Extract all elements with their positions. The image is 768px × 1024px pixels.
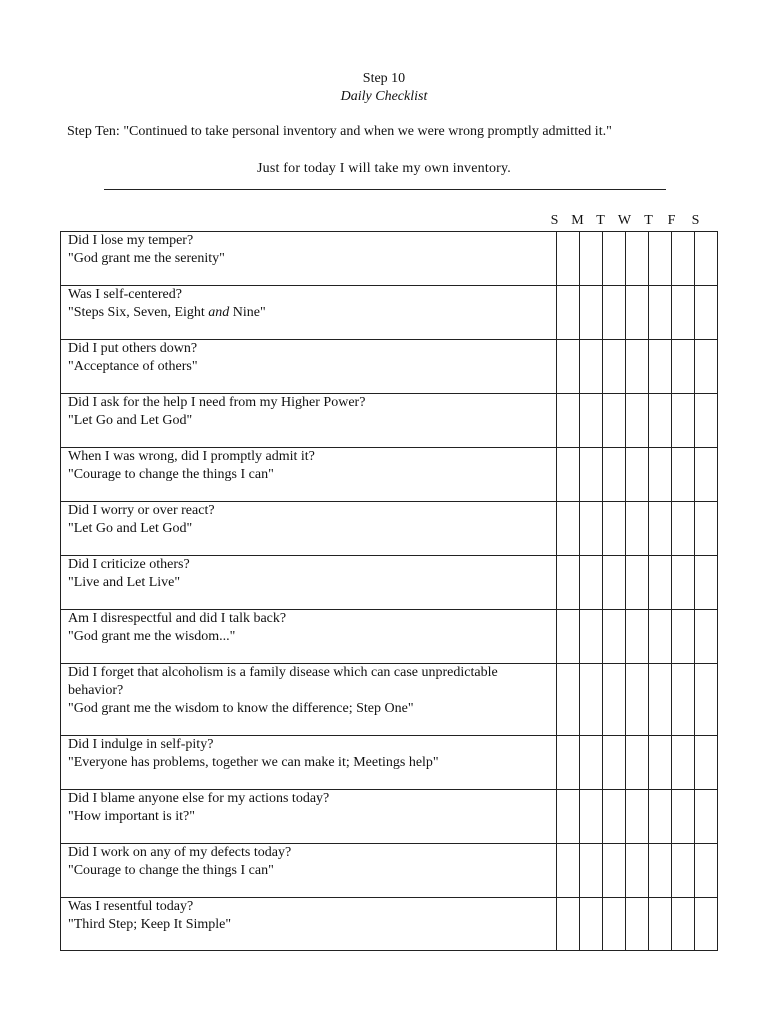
checkbox-cell[interactable] xyxy=(626,664,649,736)
checkbox-cell[interactable] xyxy=(695,610,718,664)
checkbox-cell[interactable] xyxy=(603,232,626,286)
checkbox-cell[interactable] xyxy=(603,790,626,844)
checklist-row xyxy=(61,394,718,448)
checklist-row xyxy=(61,556,718,610)
checkbox-cell[interactable] xyxy=(672,556,695,610)
checklist-row xyxy=(61,232,718,286)
question-text: Did I indulge in self-pity? xyxy=(68,737,214,752)
checkbox-cell[interactable] xyxy=(580,502,603,556)
checkbox-cell[interactable] xyxy=(672,736,695,790)
checklist-row xyxy=(61,286,718,340)
question-text: Did I blame anyone else for my actions today? xyxy=(68,791,330,806)
checklist-row xyxy=(61,790,718,844)
checkbox-cell[interactable] xyxy=(695,340,718,394)
question-cell xyxy=(61,610,557,664)
checkbox-cell[interactable] xyxy=(557,394,580,448)
day-header: S xyxy=(550,213,559,228)
checkbox-cell[interactable] xyxy=(649,664,672,736)
checkbox-cell[interactable] xyxy=(626,448,649,502)
checkbox-cell[interactable] xyxy=(580,664,603,736)
checkbox-cell[interactable] xyxy=(603,556,626,610)
checkbox-cell[interactable] xyxy=(557,736,580,790)
question-cell xyxy=(61,790,557,844)
checkbox-cell[interactable] xyxy=(672,844,695,898)
checkbox-cell[interactable] xyxy=(557,502,580,556)
checkbox-cell[interactable] xyxy=(672,610,695,664)
motto-text: "How important is it?" xyxy=(68,809,195,824)
motto-text-italic: and xyxy=(208,305,230,320)
checklist-row xyxy=(61,448,718,502)
checkbox-cell[interactable] xyxy=(672,232,695,286)
checkbox-cell[interactable] xyxy=(580,340,603,394)
question-text: Did I forget that alcoholism is a family disease which can case unpredictable behavior? xyxy=(68,665,498,698)
checkbox-cell[interactable] xyxy=(626,844,649,898)
checkbox-cell[interactable] xyxy=(557,790,580,844)
checkbox-cell[interactable] xyxy=(603,664,626,736)
question-text: Did I lose my temper? xyxy=(68,233,194,248)
checkbox-cell[interactable] xyxy=(695,502,718,556)
checkbox-cell[interactable] xyxy=(557,664,580,736)
day-header: T xyxy=(596,213,605,228)
question-cell xyxy=(61,664,557,736)
checkbox-cell[interactable] xyxy=(649,736,672,790)
checkbox-cell[interactable] xyxy=(557,844,580,898)
motto-text: "Live and Let Live" xyxy=(68,575,181,590)
checkbox-cell[interactable] xyxy=(672,898,695,951)
motto-text-part: "Steps Six, Seven, Eight xyxy=(68,305,209,320)
day-header: T xyxy=(644,213,653,228)
checkbox-cell[interactable] xyxy=(695,790,718,844)
checklist-row xyxy=(61,340,718,394)
checkbox-cell[interactable] xyxy=(580,790,603,844)
checkbox-cell[interactable] xyxy=(649,286,672,340)
question-text: Did I worry or over react? xyxy=(68,503,215,518)
checkbox-cell[interactable] xyxy=(626,790,649,844)
question-text: Did I put others down? xyxy=(68,341,198,356)
day-header: F xyxy=(667,213,676,228)
checkbox-cell[interactable] xyxy=(626,502,649,556)
checkbox-cell[interactable] xyxy=(580,898,603,951)
checkbox-cell[interactable] xyxy=(580,448,603,502)
checkbox-cell[interactable] xyxy=(603,736,626,790)
checkbox-cell[interactable] xyxy=(557,898,580,951)
checkbox-cell[interactable] xyxy=(557,232,580,286)
checkbox-cell[interactable] xyxy=(603,502,626,556)
checkbox-cell[interactable] xyxy=(649,898,672,951)
page-title: Step 10 xyxy=(362,71,406,86)
checkbox-cell[interactable] xyxy=(672,286,695,340)
checkbox-cell[interactable] xyxy=(672,340,695,394)
checkbox-cell[interactable] xyxy=(672,448,695,502)
checkbox-cell[interactable] xyxy=(626,736,649,790)
motto-text: "Acceptance of others" xyxy=(68,359,198,374)
day-header: M xyxy=(571,213,584,228)
checkbox-cell[interactable] xyxy=(626,556,649,610)
checklist-row xyxy=(61,610,718,664)
pledge-underline xyxy=(104,189,666,190)
motto-text: "Let Go and Let God" xyxy=(68,521,193,536)
checkbox-cell[interactable] xyxy=(649,790,672,844)
motto-text: "God grant me the wisdom to know the difference; Step One" xyxy=(68,701,414,716)
checkbox-cell[interactable] xyxy=(695,664,718,736)
question-cell xyxy=(61,898,557,951)
checkbox-cell[interactable] xyxy=(649,556,672,610)
checkbox-cell[interactable] xyxy=(695,556,718,610)
question-text: Was I resentful today? xyxy=(68,899,194,914)
checkbox-cell[interactable] xyxy=(603,394,626,448)
checkbox-cell[interactable] xyxy=(603,610,626,664)
checkbox-cell[interactable] xyxy=(672,502,695,556)
checklist-row xyxy=(61,502,718,556)
question-cell xyxy=(61,556,557,610)
checkbox-cell[interactable] xyxy=(695,448,718,502)
checkbox-cell[interactable] xyxy=(580,736,603,790)
question-text: Did I ask for the help I need from my Higher Power? xyxy=(68,395,366,410)
checkbox-cell[interactable] xyxy=(649,448,672,502)
motto-text xyxy=(68,304,550,322)
checkbox-cell[interactable] xyxy=(649,502,672,556)
checkbox-cell[interactable] xyxy=(557,448,580,502)
question-cell xyxy=(61,286,557,340)
question-cell xyxy=(61,502,557,556)
checklist-table xyxy=(60,231,718,951)
checkbox-cell[interactable] xyxy=(626,340,649,394)
checkbox-cell[interactable] xyxy=(557,340,580,394)
checkbox-cell[interactable] xyxy=(603,286,626,340)
checkbox-cell[interactable] xyxy=(603,448,626,502)
checkbox-cell[interactable] xyxy=(695,898,718,951)
question-text: Am I disrespectful and did I talk back? xyxy=(68,611,287,626)
checkbox-cell[interactable] xyxy=(649,844,672,898)
question-text: Did I criticize others? xyxy=(68,557,190,572)
daily-pledge: Just for today I will take my own inventory. xyxy=(256,161,512,176)
step-statement: Step Ten: "Continued to take personal inventory and when we were wrong promptly admitted it." xyxy=(67,124,612,139)
motto-text: "Let Go and Let God" xyxy=(68,413,193,428)
motto-text: "Third Step; Keep It Simple" xyxy=(68,917,232,932)
checkbox-cell[interactable] xyxy=(695,394,718,448)
checkbox-cell[interactable] xyxy=(649,610,672,664)
checkbox-cell[interactable] xyxy=(580,286,603,340)
checkbox-cell[interactable] xyxy=(626,898,649,951)
checklist-row xyxy=(61,844,718,898)
question-text: When I was wrong, did I promptly admit it? xyxy=(68,449,315,464)
checkbox-cell[interactable] xyxy=(603,340,626,394)
checklist-row xyxy=(61,736,718,790)
checkbox-cell[interactable] xyxy=(695,286,718,340)
question-cell xyxy=(61,232,557,286)
checkbox-cell[interactable] xyxy=(603,844,626,898)
checklist-row xyxy=(61,898,718,951)
checkbox-cell[interactable] xyxy=(603,898,626,951)
question-cell xyxy=(61,844,557,898)
checkbox-cell[interactable] xyxy=(557,610,580,664)
motto-text: "Everyone has problems, together we can make it; Meetings help" xyxy=(68,755,439,770)
checkbox-cell[interactable] xyxy=(672,394,695,448)
checkbox-cell[interactable] xyxy=(649,394,672,448)
question-text: Did I work on any of my defects today? xyxy=(68,845,292,860)
question-cell xyxy=(61,340,557,394)
question-cell xyxy=(61,448,557,502)
motto-text-part: Nine" xyxy=(229,305,266,320)
motto-text: "Courage to change the things I can" xyxy=(68,863,274,878)
checkbox-cell[interactable] xyxy=(649,232,672,286)
checklist-row xyxy=(61,664,718,736)
checkbox-cell[interactable] xyxy=(580,232,603,286)
motto-text: "God grant me the wisdom..." xyxy=(68,629,236,644)
checkbox-cell[interactable] xyxy=(626,610,649,664)
checkbox-cell[interactable] xyxy=(557,286,580,340)
checkbox-cell[interactable] xyxy=(695,736,718,790)
motto-text: "Courage to change the things I can" xyxy=(68,467,274,482)
checkbox-cell[interactable] xyxy=(557,556,580,610)
question-cell xyxy=(61,736,557,790)
checkbox-cell[interactable] xyxy=(672,664,695,736)
checkbox-cell[interactable] xyxy=(626,232,649,286)
question-text: Was I self-centered? xyxy=(68,287,182,302)
motto-text: "God grant me the serenity" xyxy=(68,251,225,266)
checkbox-cell[interactable] xyxy=(580,844,603,898)
question-cell xyxy=(61,394,557,448)
checkbox-cell[interactable] xyxy=(626,286,649,340)
checkbox-cell[interactable] xyxy=(580,556,603,610)
checkbox-cell[interactable] xyxy=(649,340,672,394)
checkbox-cell[interactable] xyxy=(672,790,695,844)
checkbox-cell[interactable] xyxy=(580,394,603,448)
day-header: W xyxy=(617,213,632,228)
checkbox-cell[interactable] xyxy=(626,394,649,448)
checkbox-cell[interactable] xyxy=(580,610,603,664)
checkbox-cell[interactable] xyxy=(695,844,718,898)
checkbox-cell[interactable] xyxy=(695,232,718,286)
page-subtitle: Daily Checklist xyxy=(340,89,428,104)
day-header: S xyxy=(691,213,700,228)
